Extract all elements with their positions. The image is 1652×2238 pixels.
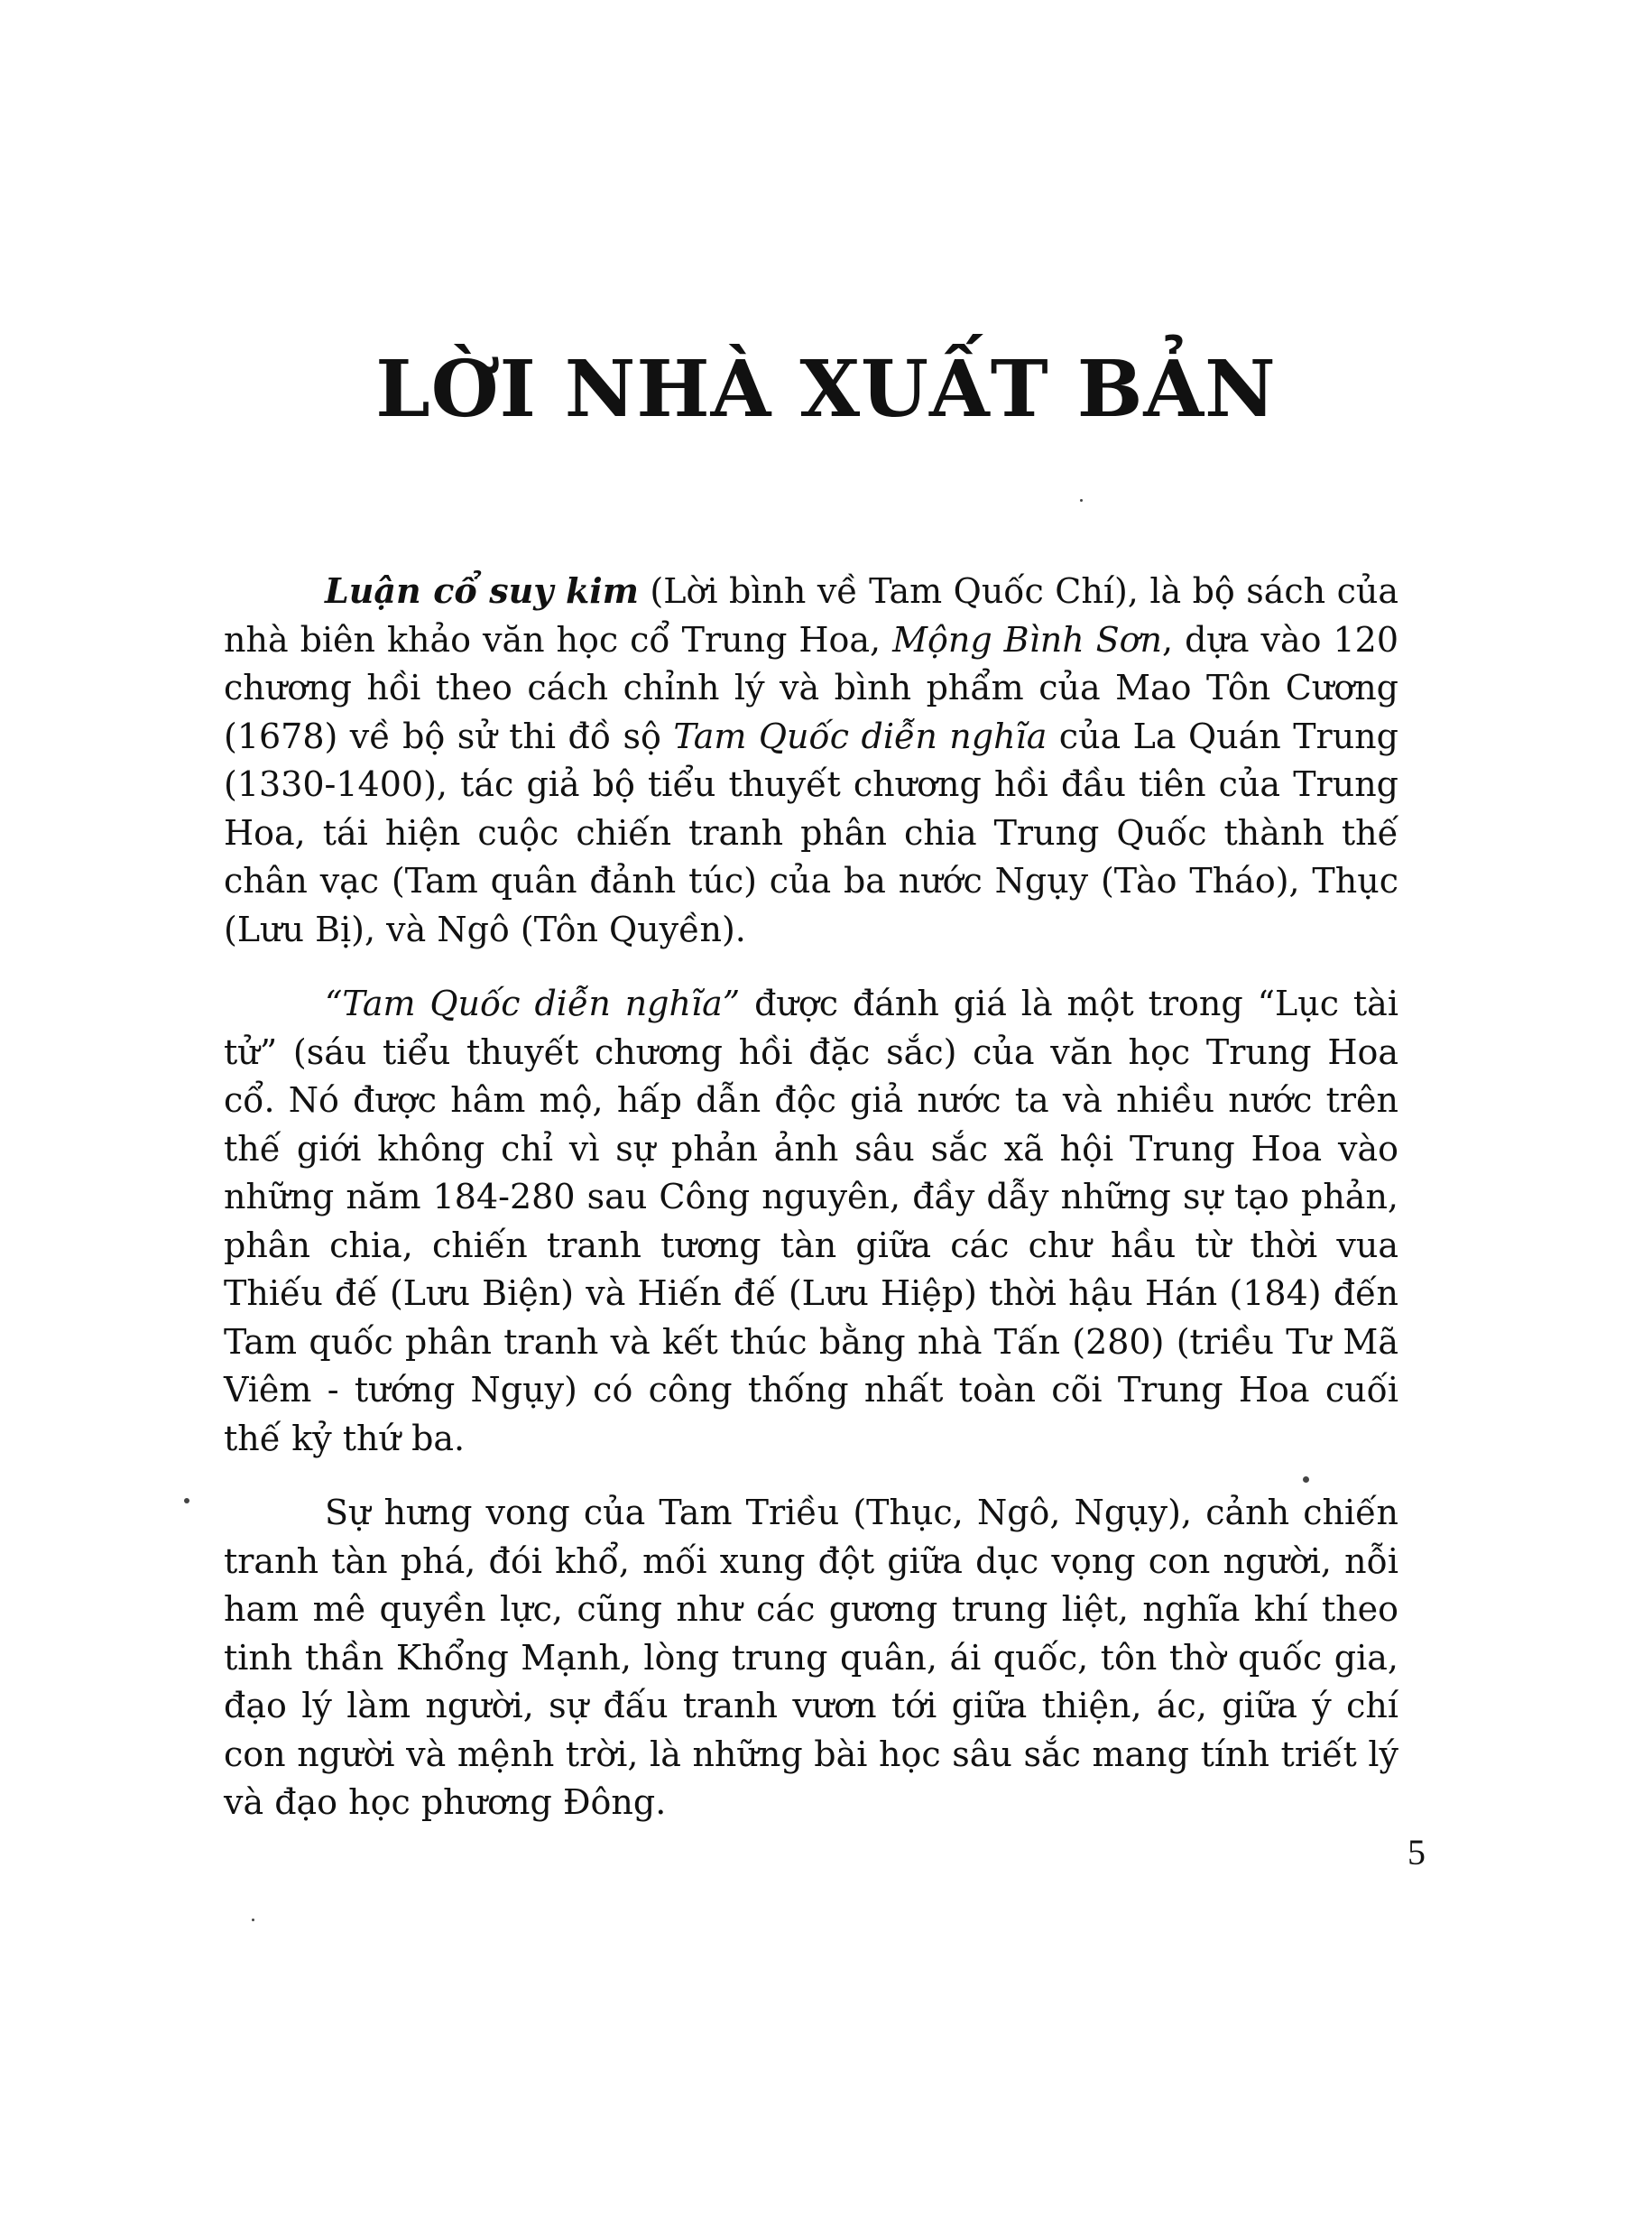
work-title: Tam Quốc diễn nghĩa [673, 716, 1047, 756]
paragraph-2 [224, 980, 1398, 1463]
body-text [224, 567, 1398, 1854]
page-title: LỜI NHÀ XUẤT BẢN [375, 344, 1277, 435]
paragraph-1-text-a: (Lời bình về Tam Quốc Chí), là bộ sách của nhà biên khảo văn học cổ Trung Hoa, [224, 571, 1399, 660]
scan-speck [1080, 499, 1083, 502]
scan-speck [1303, 1476, 1309, 1483]
paragraph-1-text-c: của La Quán Trung (1330-1400), tác giả bộ tiểu thuyết chương hồi đầu tiên của Trung Hoa, tái hiện cuộc chiến tranh phân chia Trung Quốc thành thế chân vạc (Tam quân đảnh túc) của ba nước Ngụy (Tào Tháo), Thục (Lưu Bị), và Ngô (Tôn Quyền). [224, 716, 1398, 949]
author-name: Mộng Bình Sơn [892, 619, 1163, 660]
scan-speck [252, 1919, 254, 1921]
book-title-lead: Luận cổ suy kim [325, 570, 639, 611]
paragraph-2-text: được đánh giá là một trong “Lục tài tử” (sáu tiểu thuyết chương hồi đặc sắc) của văn học Trung Hoa cổ. Nó được hâm mộ, hấp dẫn độc giả nước ta và nhiều nước trên thế giới không chỉ vì sự phản ảnh sâu sắc xã hội Trung Hoa vào những năm 184-280 sau Công nguyên, đầy dẫy những sự tạo phản, phân chia, chiến tranh tương tàn giữa các chư hầu từ thời vua Thiếu đế (Lưu Biện) và Hiến đế (Lưu Hiệp) thời hậu Hán (184) đến Tam quốc phân tranh và kết thúc bằng nhà Tấn (280) (triều Tư Mã Viêm - tướng Ngụy) có công thống nhất toàn cõi Trung Hoa cuối thế kỷ thứ ba. [224, 984, 1398, 1458]
work-title-quoted: “Tam Quốc diễn nghĩa” [325, 984, 741, 1023]
page-number: 5 [1407, 1832, 1426, 1873]
paragraph-1-text-b: , dựa vào 120 chương hồi theo cách chỉnh lý và bình phẩm của Mao Tôn Cương (1678) về bộ sử thi đồ sộ [224, 619, 1398, 756]
paragraph-3-text: Sự hưng vong của Tam Triều (Thục, Ngô, Ngụy), cảnh chiến tranh tàn phá, đói khổ, mối xung đột giữa dục vọng con người, nỗi ham mê quyền lực, cũng như các gương trung liệt, nghĩa khí theo tinh thần Khổng Mạnh, lòng trung quân, ái quốc, tôn thờ quốc gia, đạo lý làm người, sự đấu tranh vươn tới giữa thiện, ác, giữa ý chí con người và mệnh trời, là những bài học sâu sắc mang tính triết lý và đạo học phương Đông. [224, 1493, 1398, 1822]
scan-speck [184, 1498, 189, 1503]
paragraph-3 [224, 1489, 1398, 1827]
paragraph-1 [224, 567, 1398, 954]
